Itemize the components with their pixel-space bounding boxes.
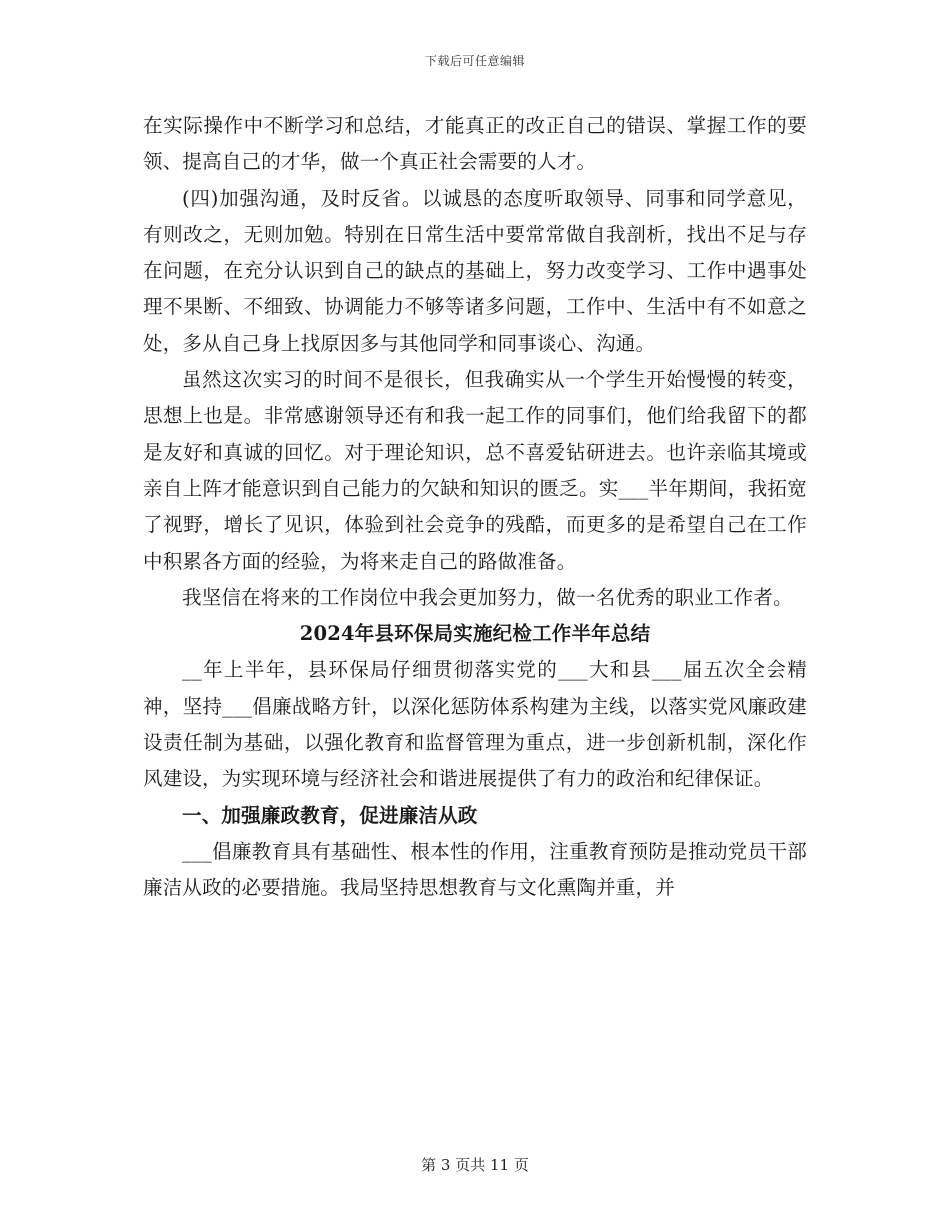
paragraph-continuation: 在实际操作中不断学习和总结，才能真正的改正自己的错误、掌握工作的要领、提高自己的才华，做一个真正社会需要的人才。 [143, 114, 807, 174]
paragraph-section-1: ___倡廉教育具有基础性、根本性的作用，注重教育预防是推动党员干部廉洁从政的必要措施。我局坚持思想教育与文化熏陶并重，并 [143, 839, 807, 900]
page-header-note: 下载后可任意编辑 [424, 54, 525, 68]
paragraph-communication: (四)加强沟通，及时反省。以诚恳的态度听取领导、同事和同学意见，有则改之，无则加勉。特别在日常生活中要常常做自我剖析，找出不足与存在问题，在充分认识到自己的缺点的基础上，努力改变学习、工作中遇事处理不果断、不细致、协调能力不够等诸多问题，工作中、生活中有不如意之处，多从自己身上找原因多与其他同学和同事谈心、沟通。 [143, 186, 807, 355]
paragraph-internship-reflection: 虽然这次实习的时间不是很长，但我确实从一个学生开始慢慢的转变，思想上也是。非常感谢领导还有和我一起工作的同事们，他们给我留下的都是友好和真诚的回忆。对于理论知识，总不喜爱钻研进去。也许亲临其境或亲自上阵才能意识到自己能力的欠缺和知识的匮乏。实___半年期间，我拓宽了视野，增长了见识，体验到社会竞争的残酷，而更多的是希望自己在工作中积累各方面的经验，为将来走自己的路做准备。 [143, 368, 807, 573]
paragraph-intro: __年上半年，县环保局仔细贯彻落实党的___大和县___届五次全会精神，坚持___倡廉战略方针，以深化惩防体系构建为主线，以落实党风廉政建设责任制为基础，以强化教育和监督管理为重点，进一步创新机制，深化作风建设，为实现环境与经济社会和谐进展提供了有力的政治和纪律保证。 [143, 658, 807, 791]
document-body [143, 108, 807, 907]
paragraph-closing: 我坚信在将来的工作岗位中我会更加努力，做一名优秀的职业工作者。 [182, 585, 793, 609]
section-heading-1: 一、加强廉政教育，促进廉洁从政 [182, 803, 478, 827]
document-title: 2024年县环保局实施纪检工作半年总结 [299, 622, 651, 646]
page-number: 第 3 页共 11 页 [421, 1156, 529, 1174]
